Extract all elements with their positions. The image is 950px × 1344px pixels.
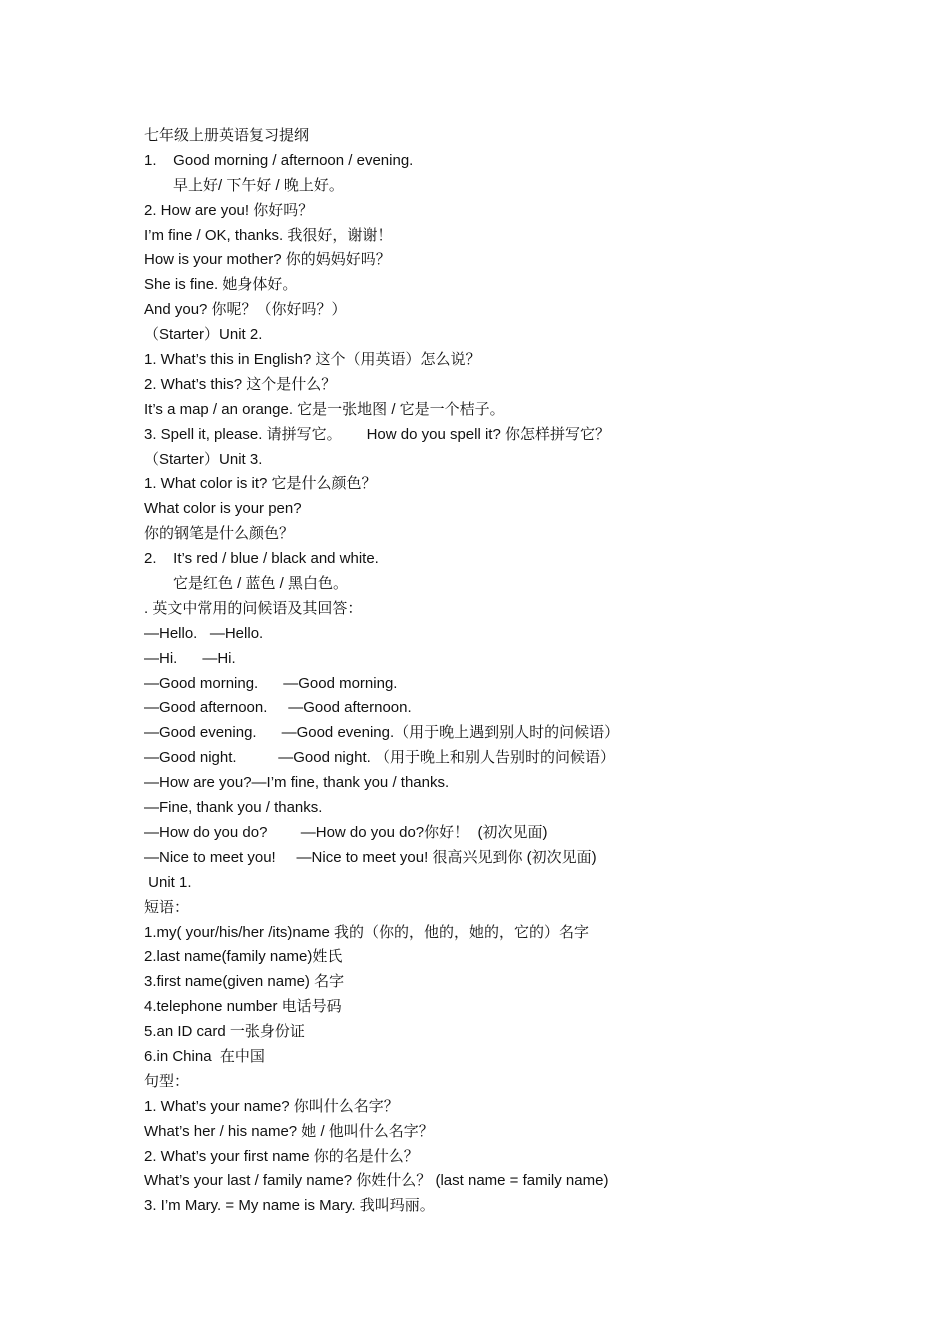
dialogue-line: —How do you do? —How do you do?你好！ (初次见面) <box>144 823 548 841</box>
text-line: I’m fine / OK, thanks. 我很好，谢谢！ <box>144 226 393 244</box>
text-line: 2. How are you! 你好吗？ <box>144 201 314 219</box>
phrase-item: 6.in China 在中国 <box>144 1047 265 1065</box>
subsection-heading: 短语： <box>144 898 190 916</box>
document-body <box>144 124 844 1219</box>
text-line: She is fine. 她身体好。 <box>144 276 298 294</box>
text-line: 2. What’s this? 这个是什么？ <box>144 375 337 393</box>
dialogue-line: —Hello. —Hello. <box>144 624 264 642</box>
text-line: And you? 你呢？（你好吗？） <box>144 301 347 319</box>
dialogue-line: —Nice to meet you! —Nice to meet you! 很高兴见到你 (初次见面) <box>144 848 597 866</box>
phrase-item: 5.an ID card 一张身份证 <box>144 1023 305 1041</box>
sentence-item: What’s her / his name? 她 / 他叫什么名字？ <box>144 1122 434 1140</box>
text-line: What color is your pen? <box>144 500 302 518</box>
dialogue-line: —Fine, thank you / thanks. <box>144 799 323 817</box>
section-heading: . 英文中常用的问候语及其回答： <box>144 599 363 617</box>
subsection-heading: 句型： <box>144 1072 190 1090</box>
text-line: 2. It’s red / blue / black and white. <box>144 550 379 568</box>
sentence-item: What’s your last / family name? 你姓什么？ (last name = family name) <box>144 1172 609 1190</box>
text-line: It’s a map / an orange. 它是一张地图 / 它是一个桔子。 <box>144 400 505 418</box>
text-line: 你的钢笔是什么颜色？ <box>144 525 295 543</box>
dialogue-line: —Hi. —Hi. <box>144 649 236 667</box>
phrase-item: 3.first name(given name) 名字 <box>144 973 345 991</box>
text-line: 它是红色 / 蓝色 / 黑白色。 <box>173 575 349 593</box>
text-line: 早上好/ 下午好 / 晚上好。 <box>173 176 344 194</box>
text-line: How is your mother? 你的妈妈好吗？ <box>144 251 391 269</box>
dialogue-line: —Good night. —Good night. （用于晚上和别人告别时的问候语） <box>144 749 615 767</box>
dialogue-line: —Good afternoon. —Good afternoon. <box>144 699 412 717</box>
text-line: 1. Good morning / afternoon / evening. <box>144 151 414 169</box>
sentence-item: 3. I’m Mary. = My name is Mary. 我叫玛丽。 <box>144 1197 435 1215</box>
sentence-item: 2. What’s your first name 你的名是什么？ <box>144 1147 419 1165</box>
phrase-item: 2.last name(family name)姓氏 <box>144 948 343 966</box>
dialogue-line: —How are you?—I’m fine, thank you / thanks. <box>144 774 450 792</box>
dialogue-line: —Good morning. —Good morning. <box>144 674 398 692</box>
phrase-item: 1.my( your/his/her /its)name 我的（你的，他的，她的，它的）名字 <box>144 923 590 941</box>
dialogue-line: —Good evening. —Good evening.（用于晚上遇到别人时的问候语） <box>144 724 620 742</box>
text-line: 1. What color is it? 它是什么颜色？ <box>144 475 377 493</box>
section-heading: （Starter）Unit 3. <box>144 450 263 468</box>
section-heading: Unit 1. <box>144 873 192 891</box>
text-line: 3. Spell it, please. 请拼写它。 How do you spell it? 你怎样拼写它？ <box>144 425 610 443</box>
document-title: 七年级上册英语复习提纲 <box>144 127 310 144</box>
section-heading: （Starter）Unit 2. <box>144 326 263 344</box>
phrase-item: 4.telephone number 电话号码 <box>144 998 342 1016</box>
text-line: 1. What’s this in English? 这个（用英语）怎么说？ <box>144 351 481 369</box>
sentence-item: 1. What’s your name? 你叫什么名字？ <box>144 1097 399 1115</box>
